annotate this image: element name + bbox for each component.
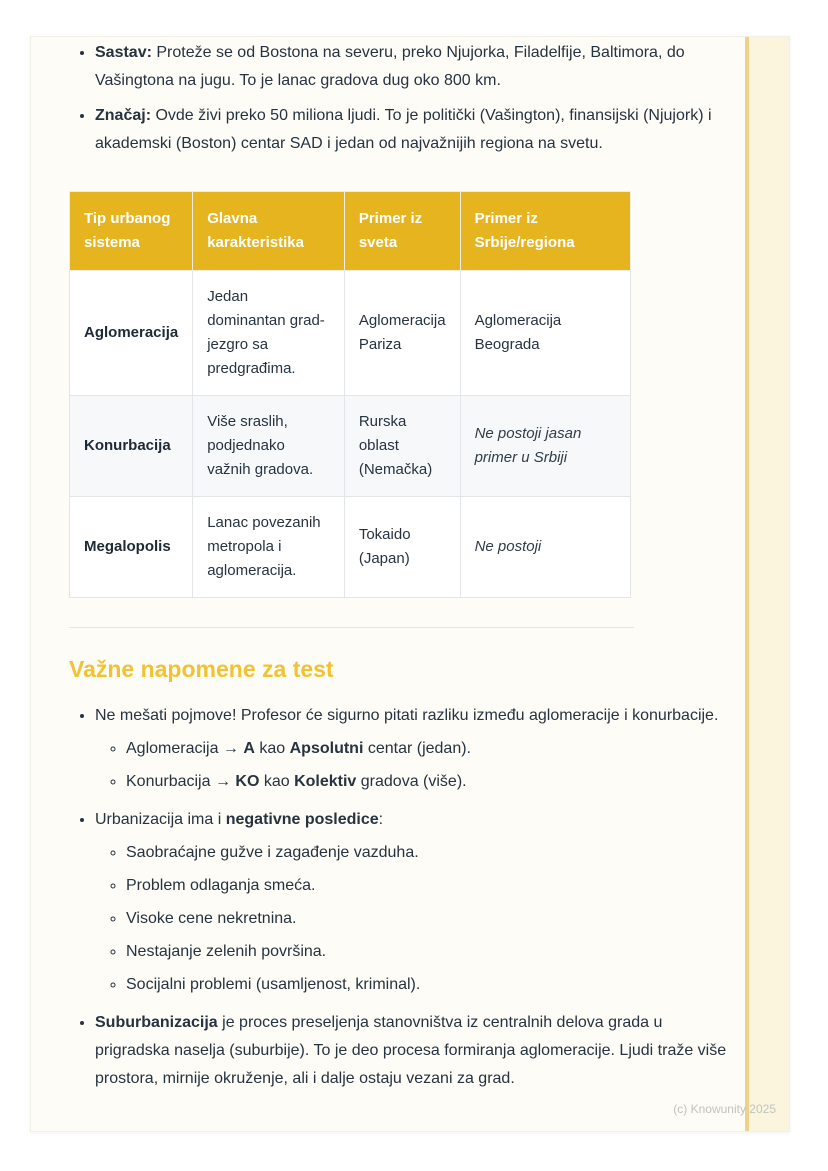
list-item: ◦ Saobraćajne gužve i zagađenje vazduha.: [126, 839, 729, 867]
table-cell: Aglomeracija Beograda: [460, 271, 630, 396]
list-item: ◦ Visoke cene nekretnina.: [126, 905, 729, 933]
list-item: ◦ Nestajanje zelenih površina.: [126, 938, 729, 966]
table-header-row: [70, 192, 631, 271]
bullet-text: Urbanizacija ima i: [95, 811, 226, 828]
table-cell: Aglomeracija: [70, 271, 193, 396]
bullet-text: Ovde živi preko 50 miliona ljudi. To je politički (Vašington), finansijski (Njujork) i akademski (Boston) centar SAD i jedan od najvažnijih regiona na svetu.: [95, 107, 712, 152]
bullet-bold: KO: [235, 773, 260, 790]
table-cell: Lanac povezanih metropola i aglomeracija.: [193, 497, 345, 598]
table-row: [70, 396, 631, 497]
table-row: [70, 271, 631, 396]
table-cell: Tokaido (Japan): [344, 497, 460, 598]
table-cell: Megalopolis: [70, 497, 193, 598]
table-row: [70, 497, 631, 598]
list-item: [95, 1009, 729, 1093]
table-cell: Ne postoji jasan primer u Srbiji: [460, 396, 630, 497]
bullet-bold: A: [243, 740, 255, 757]
page-content: [31, 37, 789, 1093]
table-cell: Više sraslih, podjednako važnih gradova.: [193, 396, 345, 497]
bullet-bold: negativne posledice: [225, 811, 379, 828]
notes-heading: Važne napomene za test: [69, 656, 334, 682]
bullet-label: Značaj:: [95, 107, 152, 124]
list-item: [95, 102, 729, 158]
list-item: [126, 735, 729, 763]
bullet-text: Proteže se od Bostona na severu, preko Njujorka, Filadelfije, Baltimora, do Vašingtona na jugu. To je lanac gradova dug oko 800 km.: [95, 44, 685, 89]
column-header: Primer iz sveta: [344, 192, 460, 271]
bullet-text: Konurbacija →: [126, 773, 236, 790]
table-cell: Rurska oblast (Nemačka): [344, 396, 460, 497]
bullet-text: :: [378, 811, 384, 828]
bullet-text: Aglomeracija →: [126, 740, 244, 757]
bullet-text: centar (jedan).: [363, 740, 471, 757]
megalopolis-facts-list: [69, 39, 729, 158]
bullet-text: je proces preseljenja stanovništva iz centralnih delova grada u prigradska naselja (suburbije). To je deo procesa formiranja aglomeracije. Ljudi traže više prostora, mirnije okruženje, ali i dalje ostaju vezani za grad.: [95, 1014, 727, 1087]
list-item: ◦ Socijalni problemi (usamljenost, kriminal).: [126, 971, 729, 999]
document-page: [30, 36, 790, 1132]
bullet-bold: Suburbanizacija: [95, 1014, 218, 1031]
knowunity-watermark: (c) Knowunity 2025: [673, 1102, 776, 1116]
section-divider: [69, 627, 634, 628]
table-cell: Ne postoji: [460, 497, 630, 598]
list-item: ◦ Problem odlaganja smeća.: [126, 872, 729, 900]
list-item: [95, 702, 729, 796]
list-item: [95, 806, 729, 999]
mnemonics-sublist: [95, 735, 729, 796]
bullet-label: Sastav:: [95, 44, 152, 61]
list-item: [95, 39, 729, 95]
bullet-text: Ne mešati pojmove! Profesor će sigurno pitati razliku između aglomeracije i konurbacije.: [95, 707, 719, 724]
list-item: [126, 768, 729, 796]
bullet-text: gradova (više).: [356, 773, 467, 790]
bullet-text: kao: [254, 740, 290, 757]
bullet-bold: Kolektiv: [294, 773, 357, 790]
table-cell: Aglomeracija Pariza: [344, 271, 460, 396]
bullet-text: kao: [259, 773, 295, 790]
negative-effects-sublist: [95, 839, 729, 999]
table-cell: Jedan dominantan grad-jezgro sa predgrađima.: [193, 271, 345, 396]
bullet-bold: Apsolutni: [289, 740, 364, 757]
column-header: Glavna karakteristika: [193, 192, 345, 271]
table-cell: Konurbacija: [70, 396, 193, 497]
column-header: Tip urbanog sistema: [70, 192, 193, 271]
column-header: Primer iz Srbije/regiona: [460, 192, 630, 271]
urban-systems-table: [69, 191, 631, 598]
test-notes-list: [69, 702, 729, 1093]
